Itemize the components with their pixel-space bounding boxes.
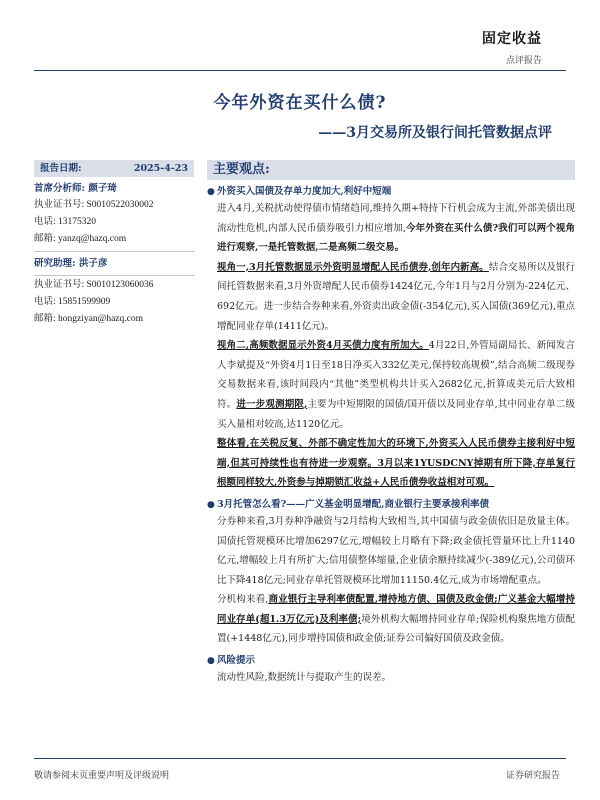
- section-2-title: 3月托管怎么看?——广义基金明显增配,商业银行主要承接利率债: [217, 498, 489, 510]
- footer-divider: [34, 758, 566, 759]
- text-run-underlined: 商业银行主导利率债配置,增持地方债、国债及政金债;广义基金大幅增持同业存单(超1.3万亿元)及利率债;: [217, 594, 575, 625]
- bullet-icon: ●: [207, 499, 215, 510]
- chief-analyst-email: 邮箱: yanzq@hazq.com: [34, 234, 127, 244]
- text-run-underlined: 视角二,高频数据显示外资4月买债力度有所加大。: [217, 340, 429, 352]
- chief-analyst-cert: 执业证书号: S0010522030002: [34, 200, 154, 210]
- text-run: 境外机构大幅增持同业存单;保险机构聚焦地方债配置(+1448亿元),同步增持国债和政金债;证券公司偏好国债及政金债。: [217, 613, 576, 645]
- text-run-underlined: 进一步观测期限,: [236, 398, 308, 410]
- report-date: 2025-4-23: [133, 163, 188, 174]
- paragraph: 分券种来看,3月券种净融资与2月结构大致相当,其中国债与政金债依旧是放量主体。国债托管规模环比增加6297亿元,增幅较上月略有下降;政金债托管量环比上升1140亿元,增幅较上月有所扩大;信用债整体缩量,企业债余额持续减少(-389亿元),公司债环比下降418亿元;同业存单托管规模环比增加11150.4亿元,成为市场增配重点。: [217, 515, 575, 586]
- section-heading: [207, 654, 575, 668]
- report-subtitle: ——3月交易所及银行间托管数据点评: [318, 125, 552, 141]
- report-date-label: 报告日期:: [40, 163, 82, 174]
- paragraph: [207, 258, 575, 336]
- text-run: 主要为中短期限的国债/国开债以及同业存单,其中同业存单二级买入量相对较高,达1120亿元。: [217, 398, 575, 430]
- report-subcategory: 点评报告: [505, 56, 542, 66]
- paragraph: 流动性风险,数据统计与提取产生的误差。: [217, 672, 392, 684]
- research-assistant: 研究助理: 洪子彦: [34, 258, 108, 269]
- paragraph: [207, 590, 575, 649]
- research-assistant-phone: 电话: 15851599909: [34, 297, 111, 307]
- research-assistant-cert: 执业证书号: S0010123060036: [34, 280, 154, 290]
- text-run: 进入4月,关税扰动使得债市情绪趋同,维持久期+特持下行机会成为主流,外部美债出现流动性危机,内部人民币债券吸引力相应增加,: [217, 203, 575, 234]
- section-1-title: 外资买入国债及存单力度加大,利好中短端: [217, 186, 392, 197]
- paragraph: [207, 336, 575, 434]
- paragraph: [207, 199, 575, 258]
- main-points-heading: 主要观点:: [207, 160, 575, 180]
- text-run: 结合交易所以及银行间托管数据来看,3月外资增配人民币债券1424亿元,今年1月与2月分别为-224亿元、692亿元。进一步结合券种来看,外资卖出政金债(-354亿元),买入国债(369亿元),重点增配同业存单(1411亿元)。: [217, 261, 575, 332]
- text-run-underlined: 视角一,3月托管数据显示外资明显增配人民币债券,创年内新高。: [217, 261, 489, 273]
- chief-analyst-phone: 电话: 13175320: [34, 217, 97, 227]
- text-run: 4月22日,外管局副局长、新闻发言人李斌提及“外资4月1日至18日净买入332亿美元,保持较高规模”,结合高频二级现券交易数据来看,该时间段内“其他”类型机构共计买入2682亿元,折算成美元后大致相符。: [217, 340, 575, 410]
- header-category-block: [482, 28, 542, 66]
- analyst-sidebar: [34, 160, 194, 328]
- bullet-icon: ●: [207, 187, 215, 197]
- footer-disclaimer: 敬请参阅末页重要声明及评级说明: [34, 771, 170, 781]
- text-run-underlined: 整体看,在关税反复、外部不确定性加大的环境下,外资买入人民币债券主接利好中短端,但其可持续性也有待进一步观察。3月以来1YUSDCNY掉期有所下降,存单复行根额同样较大,外资参与掉期锁汇收益+人民币债券收益相对可观。: [217, 438, 575, 489]
- text-run: 分机构来看,: [217, 594, 269, 606]
- text-run-bold: 今年外资在买什么债?我们可以两个视角进行观察,一是托管数据,二是高频二级交易。: [217, 222, 575, 254]
- sidebar-divider: [34, 251, 194, 252]
- paragraph: [207, 434, 575, 493]
- research-assistant-email: 邮箱: hongziyan@hazq.com: [34, 314, 143, 324]
- footer-report-type: 证券研究报告: [505, 771, 560, 781]
- report-title: 今年外资在买什么债?: [213, 93, 387, 113]
- header-divider: [34, 70, 566, 71]
- sidebar-divider: [34, 275, 194, 276]
- section-heading: [207, 185, 575, 199]
- section-heading: [207, 498, 575, 512]
- main-content: [207, 160, 575, 688]
- report-category: 固定收益: [482, 31, 542, 47]
- chief-analyst: 首席分析师: 颜子琦: [34, 183, 117, 194]
- bullet-icon: ●: [207, 656, 215, 667]
- report-date-bar: [34, 160, 194, 177]
- section-3-title: 风险提示: [217, 655, 256, 667]
